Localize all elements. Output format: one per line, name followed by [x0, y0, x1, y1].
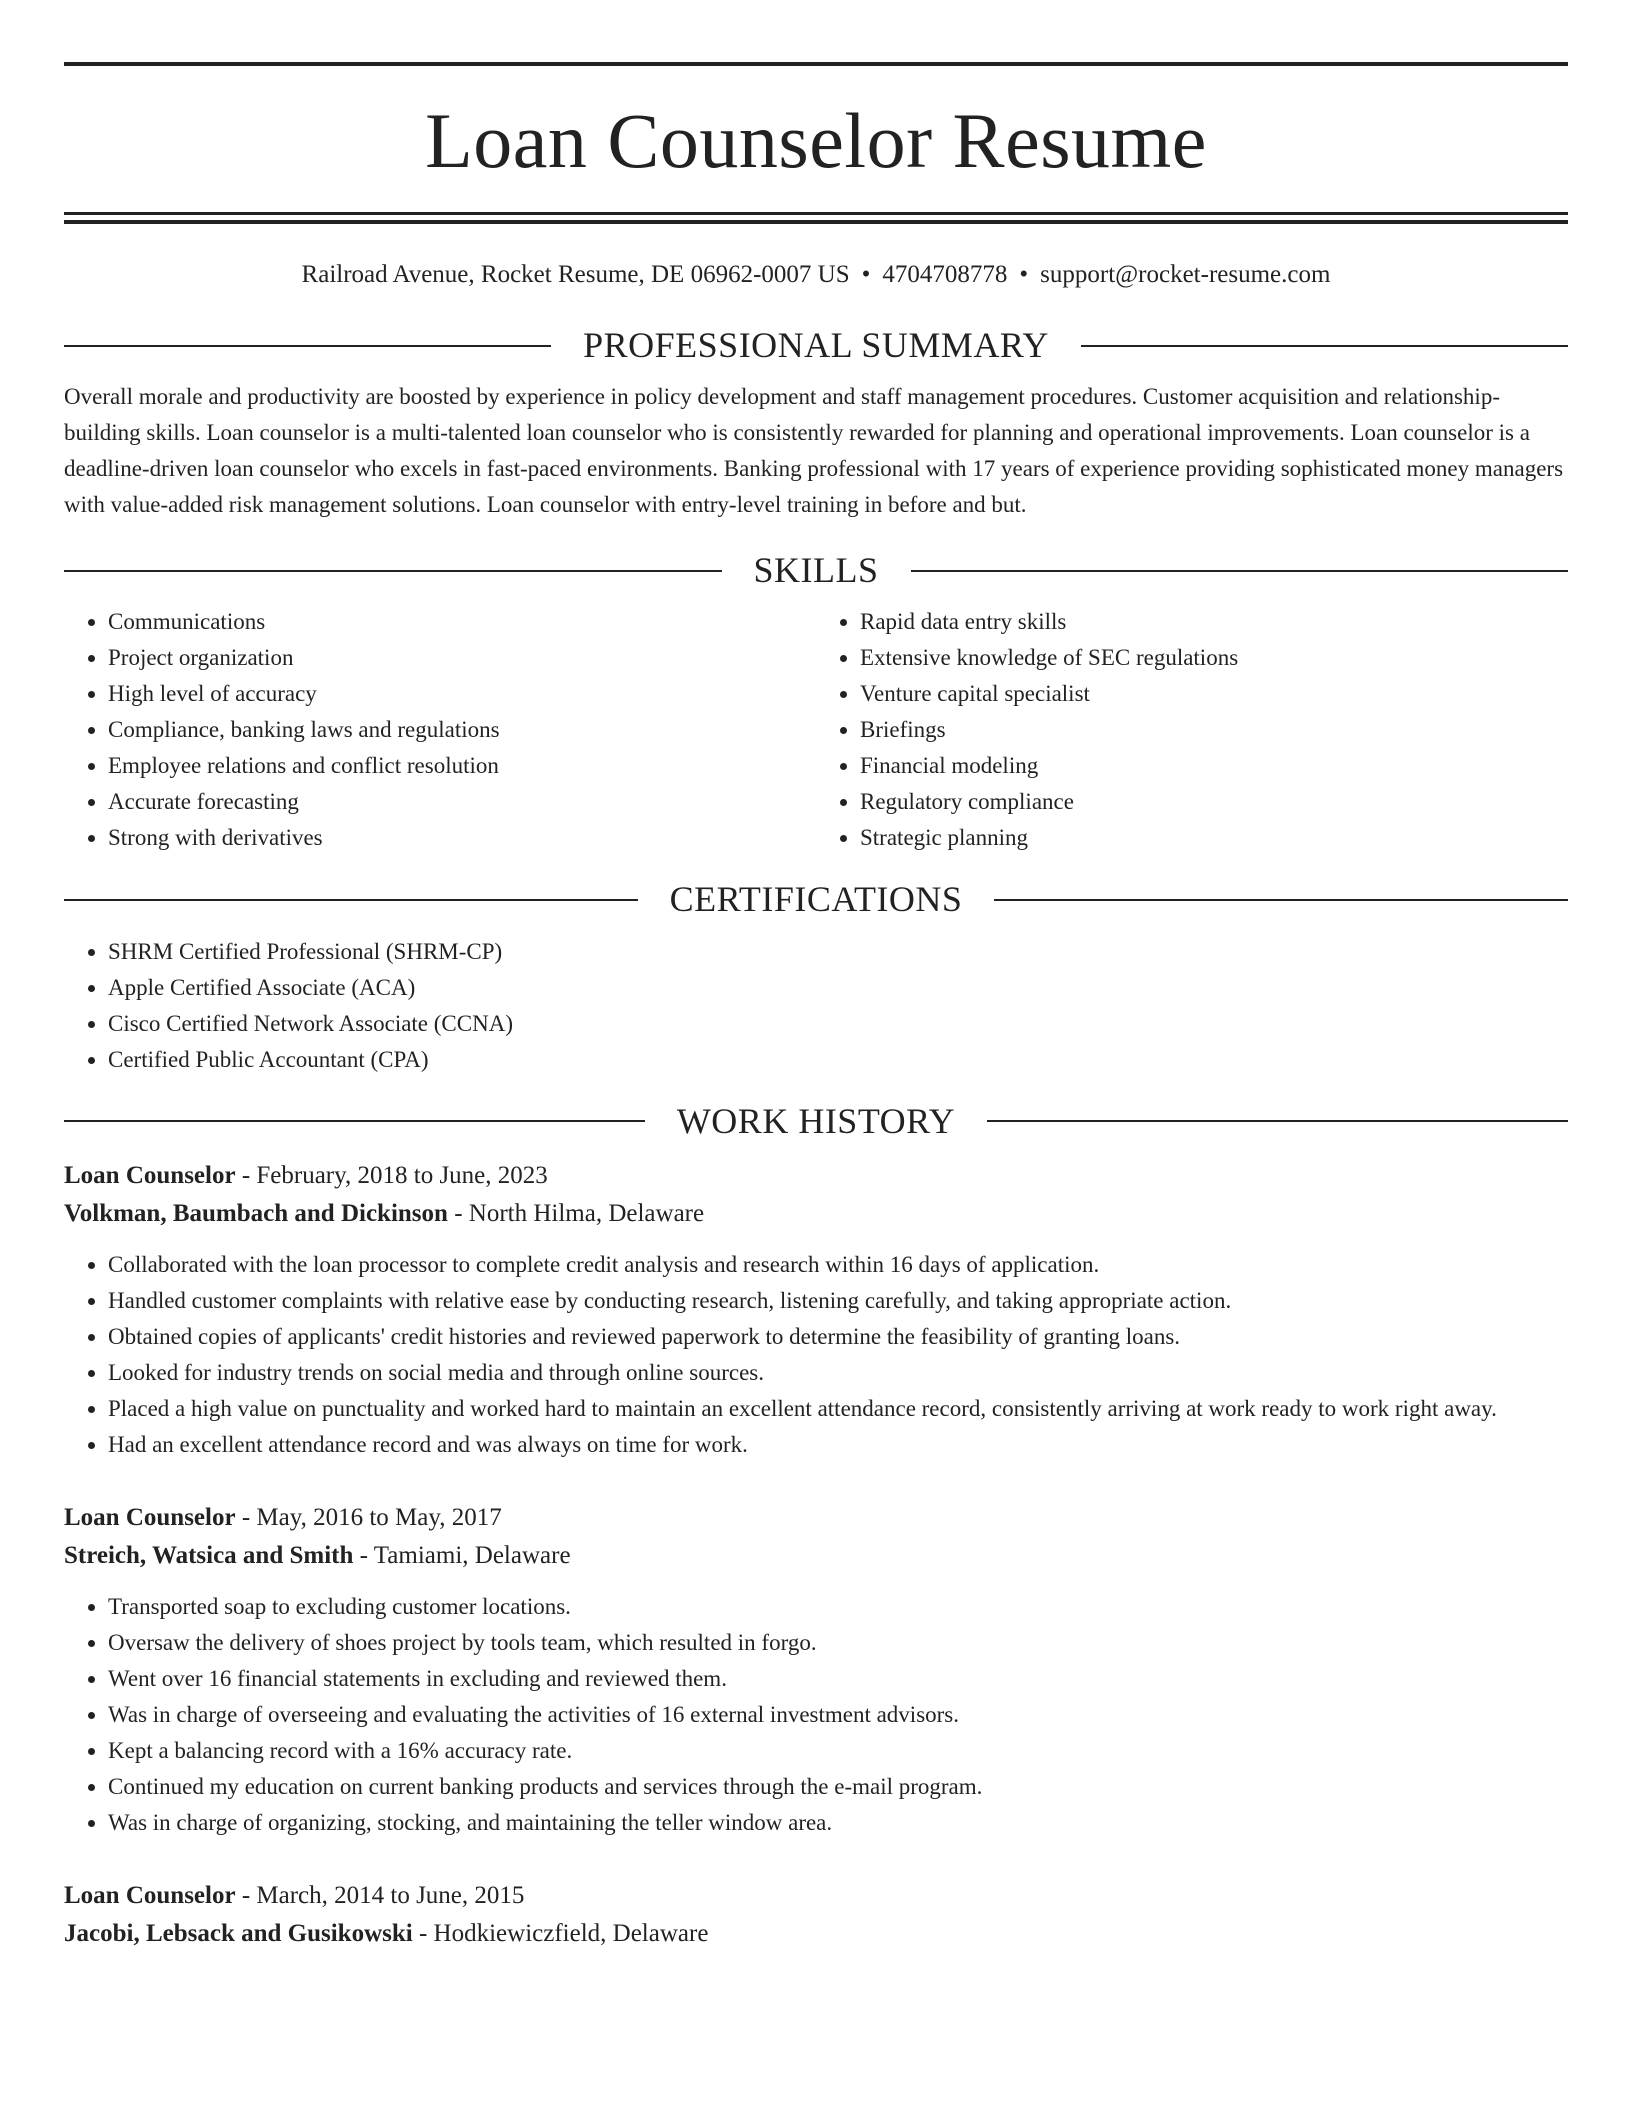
list-item: • Apple Certified Associate (ACA) — [108, 970, 1568, 1006]
list-item: • Kept a balancing record with a 16% accuracy rate. — [108, 1733, 1568, 1769]
heading-rule-left — [64, 570, 722, 572]
job-entry — [64, 1157, 1568, 1463]
job-company: Volkman, Baumbach and Dickinson — [64, 1199, 448, 1227]
list-item: • Obtained copies of applicants' credit histories and reviewed paperwork to determine the feasibility of granting loans. — [108, 1319, 1568, 1355]
contact-email: support@rocket-resume.com — [1040, 261, 1331, 288]
list-item: • Had an excellent attendance record and was always on time for work. — [108, 1427, 1568, 1463]
contact-phone: 4704708778 — [882, 261, 1008, 288]
job-company-line — [64, 1195, 1568, 1233]
skills-columns — [64, 604, 1568, 856]
job-dates: - February, 2018 to June, 2023 — [241, 1161, 548, 1189]
list-item: • Briefings — [860, 712, 1568, 748]
list-item: • Placed a high value on punctuality and worked hard to maintain an excellent attendance record, consistently arriving at work ready to work right away. — [108, 1391, 1568, 1427]
job-bullets — [64, 1589, 1568, 1841]
list-item: • Looked for industry trends on social media and through online sources. — [108, 1355, 1568, 1391]
list-item: • Continued my education on current banking products and services through the e-mail program. — [108, 1769, 1568, 1805]
summary-heading-row — [64, 324, 1568, 367]
work-heading: WORK HISTORY — [676, 1100, 956, 1141]
heading-rule-left — [64, 1120, 645, 1122]
summary-text: Overall morale and productivity are boosted by experience in policy development and staff management procedures. Customer acquisition and relationship-building skills. Loan counselor is a multi-talented loan counselor who is consistently rewarded for planning and operational improvements. Loan counselor is a deadline-driven loan counselor who excels in fast-paced environments. Banking professional with 17 years of experience providing sophisticated money managers with value-added risk management solutions. Loan counselor with entry-level training in before and but. — [64, 384, 1564, 518]
list-item: • Financial modeling — [860, 748, 1568, 784]
list-item: • Oversaw the delivery of shoes project by tools team, which resulted in forgo. — [108, 1625, 1568, 1661]
certifications-heading: CERTIFICATIONS — [669, 879, 963, 920]
list-item: • Certified Public Accountant (CPA) — [108, 1042, 1568, 1078]
list-item: • Project organization — [108, 640, 816, 676]
job-bullets — [64, 1247, 1568, 1463]
contact-separator: • — [861, 261, 871, 288]
list-item: • Compliance, banking laws and regulations — [108, 712, 816, 748]
list-item: • High level of accuracy — [108, 676, 816, 712]
job-company-line — [64, 1915, 1568, 1953]
job-entry — [64, 1877, 1568, 1953]
top-rule — [64, 62, 1568, 66]
list-item: • Went over 16 financial statements in excluding and reviewed them. — [108, 1661, 1568, 1697]
heading-rule-right — [911, 570, 1569, 572]
list-item: • Strong with derivatives — [108, 820, 816, 856]
list-item: • Rapid data entry skills — [860, 604, 1568, 640]
list-item: • Communications — [108, 604, 816, 640]
contact-line — [64, 260, 1568, 290]
work-history-list — [64, 1157, 1568, 1953]
contact-separator: • — [1019, 261, 1029, 288]
list-item: • Extensive knowledge of SEC regulations — [860, 640, 1568, 676]
skills-list-left — [64, 604, 816, 856]
work-heading-row — [64, 1100, 1568, 1143]
heading-rule-left — [64, 899, 638, 901]
job-location: - North Hilma, Delaware — [454, 1199, 705, 1227]
heading-rule-right — [994, 899, 1568, 901]
job-title: Loan Counselor — [64, 1881, 236, 1909]
job-title: Loan Counselor — [64, 1161, 236, 1189]
list-item: • SHRM Certified Professional (SHRM-CP) — [108, 934, 1568, 970]
job-location: - Tamiami, Delaware — [359, 1541, 571, 1569]
job-dates: - March, 2014 to June, 2015 — [241, 1881, 525, 1909]
certifications-heading-row — [64, 878, 1568, 921]
list-item: • Venture capital specialist — [860, 676, 1568, 712]
job-company: Streich, Watsica and Smith — [64, 1541, 354, 1569]
list-item: • Was in charge of organizing, stocking, and maintaining the teller window area. — [108, 1805, 1568, 1841]
skills-list-right — [816, 604, 1568, 856]
title-double-rule — [64, 212, 1568, 224]
list-item: • Collaborated with the loan processor to complete credit analysis and research within 16 days of application. — [108, 1247, 1568, 1283]
job-location: - Hodkiewiczfield, Delaware — [418, 1919, 709, 1947]
job-title-line — [64, 1157, 1568, 1195]
heading-rule-left — [64, 345, 551, 347]
skills-heading: SKILLS — [753, 550, 879, 591]
job-title-line — [64, 1499, 1568, 1537]
job-entry — [64, 1499, 1568, 1841]
job-company-line — [64, 1537, 1568, 1575]
job-dates: - May, 2016 to May, 2017 — [241, 1503, 502, 1531]
list-item: • Transported soap to excluding customer locations. — [108, 1589, 1568, 1625]
skills-heading-row — [64, 549, 1568, 592]
certifications-list — [64, 934, 1568, 1078]
job-company: Jacobi, Lebsack and Gusikowski — [64, 1919, 413, 1947]
list-item: • Cisco Certified Network Associate (CCNA) — [108, 1006, 1568, 1042]
list-item: • Employee relations and conflict resolution — [108, 748, 816, 784]
summary-heading: PROFESSIONAL SUMMARY — [583, 325, 1049, 365]
list-item: • Handled customer complaints with relative ease by conducting research, listening carefully, and taking appropriate action. — [108, 1283, 1568, 1319]
contact-address: Railroad Avenue, Rocket Resume, DE 06962-0007 US — [301, 261, 850, 288]
heading-rule-right — [1081, 345, 1568, 347]
heading-rule-right — [987, 1120, 1568, 1122]
job-title-line — [64, 1877, 1568, 1915]
job-title: Loan Counselor — [64, 1503, 236, 1531]
list-item: • Was in charge of overseeing and evaluating the activities of 16 external investment advisors. — [108, 1697, 1568, 1733]
list-item: • Strategic planning — [860, 820, 1568, 856]
page-title: Loan Counselor Resume — [425, 97, 1207, 184]
list-item: • Accurate forecasting — [108, 784, 816, 820]
list-item: • Regulatory compliance — [860, 784, 1568, 820]
